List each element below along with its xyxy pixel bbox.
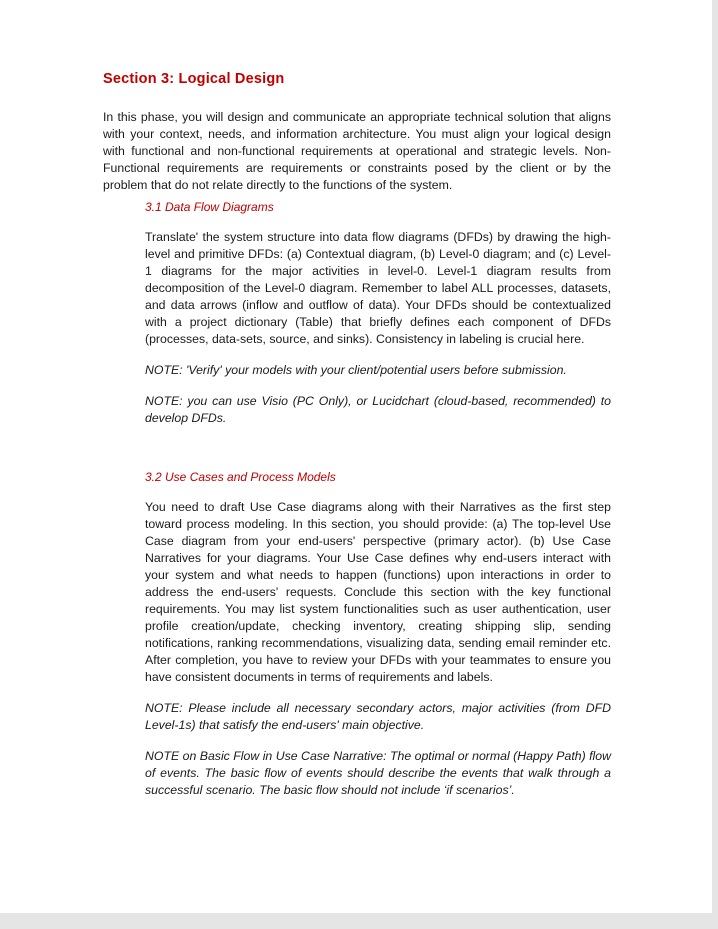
use-case-note-actors: NOTE: Please include all necessary secondary actors, major activities (from DFD Level-1s) that satisfy the end-users' main objective. xyxy=(145,701,611,732)
section-intro-paragraph: In this phase, you will design and communicate an appropriate technical solution that aligns with your context, needs, and information architecture. You must align your logical design with functional and non-functional requirements at operational and strategic levels. Non-Functional requirements are requirements or constraints posed by the client or by the problem that do not relate directly to the functions of the system. xyxy=(103,110,611,192)
viewer-right-margin xyxy=(712,0,718,929)
section-heading: Section 3: Logical Design xyxy=(103,71,285,87)
subsection-heading-use-cases: 3.2 Use Cases and Process Models xyxy=(145,470,336,484)
use-case-paragraph: You need to draft Use Case diagrams along with their Narratives as the first step toward process modeling. In this section, you should provide: (a) The top-level Use Case diagram from your end-users' perspective (primary actor). (b) Use Case Narratives for your diagrams. Your Use Case defines why end-users interact with your system and what needs to happen (functions) upon interactions in order to address the end-users' requests. Conclude this section with the key functional requirements. You may list system functionalities such as user authentication, user profile creation/update, checking inventory, creating shipping slip, sending notifications, ranking recommendations, visualizing data, sending email reminder etc. After completion, you have to review your DFDs with your teammates to ensure you have consistent documents in terms of requirements and labels. xyxy=(145,500,611,684)
use-case-note-basic-flow: NOTE on Basic Flow in Use Case Narrative: The optimal or normal (Happy Path) flow of events. The basic flow of events should describe the events that walk through a successful scenario. The basic flow should not include ‘if scenarios’. xyxy=(145,749,611,797)
subsection-heading-dfd: 3.1 Data Flow Diagrams xyxy=(145,200,274,214)
viewer-bottom-margin xyxy=(0,913,718,929)
dfd-paragraph: Translate' the system structure into data flow diagrams (DFDs) by drawing the high-level and primitive DFDs: (a) Contextual diagram, (b) Level-0 diagram; and (c) Level-1 diagrams for the major activities in level-0. Level-1 diagram results from decomposition of the Level-0 diagram. Remember to label ALL processes, datasets, and data arrows (inflow and outflow of data). Your DFDs should be contextualized with a project dictionary (Table) that briefly defines each component of DFDs (processes, data-sets, source, and sinks). Consistency in labeling is crucial here. xyxy=(145,230,611,346)
page-content xyxy=(103,70,611,799)
dfd-note-verify: NOTE: 'Verify' your models with your client/potential users before submission. xyxy=(145,363,567,377)
dfd-note-tools: NOTE: you can use Visio (PC Only), or Lucidchart (cloud-based, recommended) to develop DFDs. xyxy=(145,394,611,425)
